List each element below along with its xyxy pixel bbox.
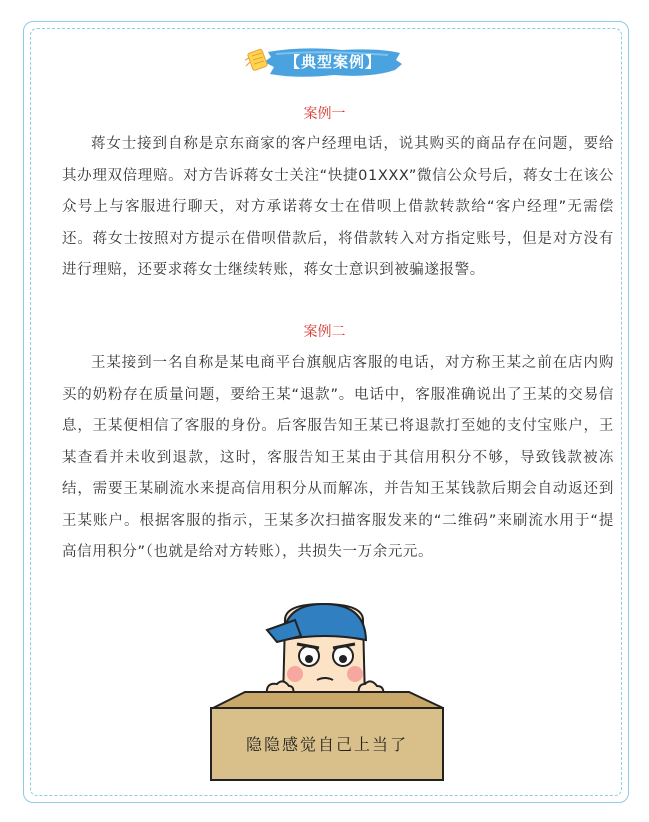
cartoon-character-in-box <box>205 600 449 782</box>
case-one-body: 蒋女士接到自称是京东商家的客户经理电话，说其购买的商品存在问题，要给其办理双倍理赔。对方告诉蒋女士关注“快捷01XXX”微信公众号后，蒋女士在该公众号上与客服进行聊天，对方承诺蒋女士在借呗上借款转款给“客户经理”无需偿还。蒋女士按照对方提示在借呗借款后，将借款转入对方指定账号，但是对方没有进行理赔，还要求蒋女士继续转账，蒋女士意识到被骗遂报警。 <box>62 136 614 278</box>
section-title-badge <box>244 44 404 80</box>
section-title: 【典型案例】 <box>284 53 381 71</box>
case-one-heading: 案例一 <box>303 106 346 122</box>
case-two-body: 王某接到一名自称是某电商平台旗舰店客服的电话，对方称王某之前在店内购买的奶粉存在质量问题，要给王某“退款”。电话中，客服准确说出了王某的交易信息，王某便相信了客服的身份。后客服告知王某已将退款打至她的支付宝账户，王某查看并未收到退款，这时，客服告知王某由于其信用积分不够，导致钱款被冻结，需要王某刷流水来提高信用积分从而解冻，并告知王某钱款后期会自动返还到王某账户。根据客服的指示，王某多次扫描客服发来的“二维码”来刷流水用于“提高信用积分”（也就是给对方转账），共损失一万余元元。 <box>62 355 614 560</box>
box-caption: 隐隐感觉自己上当了 <box>245 735 409 754</box>
cartoon-head <box>267 604 384 700</box>
pencil-icon <box>244 46 272 76</box>
case-two-heading: 案例二 <box>303 324 346 340</box>
